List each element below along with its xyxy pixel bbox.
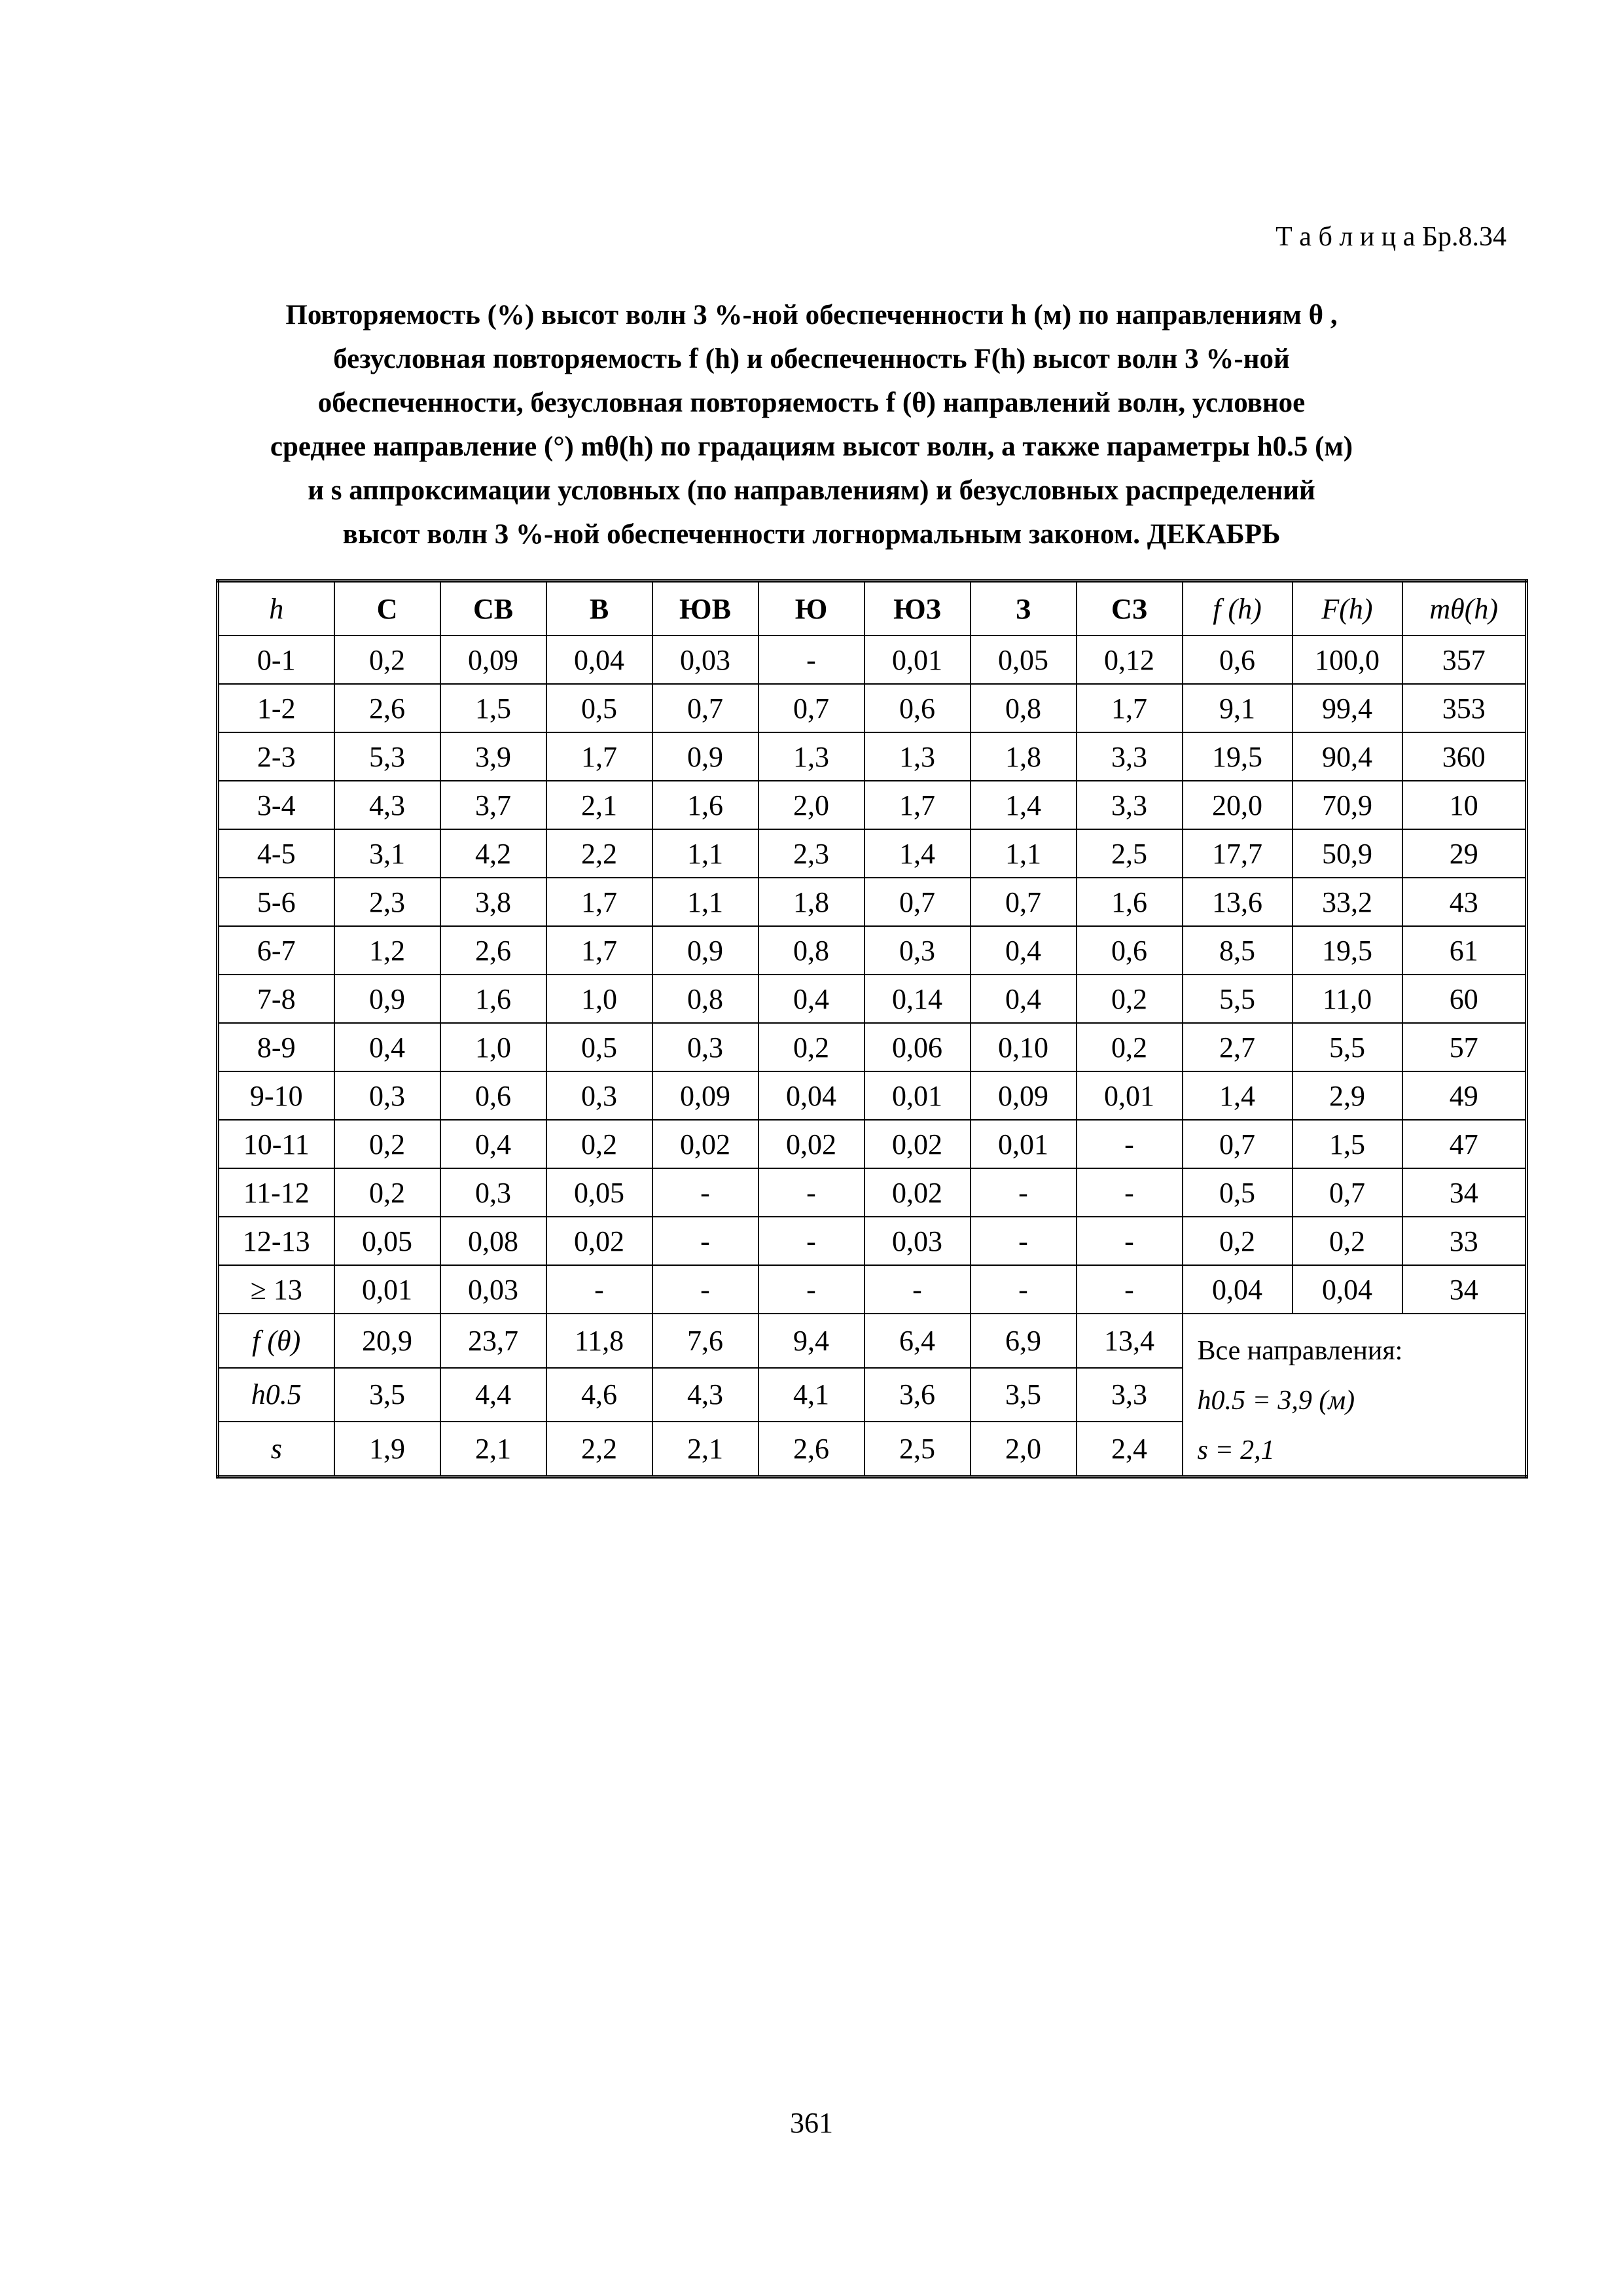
- table-body: [218, 636, 1527, 1477]
- table-cell: 0,02: [652, 1120, 758, 1168]
- table-cell: 0,6: [1077, 926, 1183, 975]
- table-cell: 0,14: [865, 975, 971, 1023]
- height-range-cell: 2-3: [218, 732, 334, 781]
- table-cell: 1,7: [546, 878, 652, 926]
- table-cell: 20,0: [1183, 781, 1293, 829]
- param-cell: 2,0: [971, 1422, 1077, 1477]
- param-cell: 6,4: [865, 1314, 971, 1368]
- table-cell: 34: [1402, 1265, 1527, 1314]
- table-cell: 19,5: [1293, 926, 1402, 975]
- param-cell: 23,7: [440, 1314, 546, 1368]
- table-cell: 1,5: [1293, 1120, 1402, 1168]
- header-cell: ЮЗ: [865, 581, 971, 636]
- table-cell: 1,6: [652, 781, 758, 829]
- table-cell: 0,09: [652, 1071, 758, 1120]
- param-cell: 2,2: [546, 1422, 652, 1477]
- table-cell: 0,01: [971, 1120, 1077, 1168]
- table-cell: 0,3: [652, 1023, 758, 1071]
- param-cell: 3,6: [865, 1368, 971, 1422]
- table-cell: 0,01: [865, 636, 971, 684]
- table-cell: 0,5: [546, 1023, 652, 1071]
- table-cell: 33,2: [1293, 878, 1402, 926]
- height-range-cell: 9-10: [218, 1071, 334, 1120]
- table-cell: 357: [1402, 636, 1527, 684]
- table-cell: -: [758, 1168, 865, 1217]
- table-cell: 1,7: [546, 732, 652, 781]
- table-cell: 0,2: [334, 1120, 440, 1168]
- table-cell: 1,0: [440, 1023, 546, 1071]
- table-cell: -: [1077, 1217, 1183, 1265]
- table-cell: 0,4: [971, 975, 1077, 1023]
- table-cell: 0,3: [865, 926, 971, 975]
- table-cell: 1,7: [1077, 684, 1183, 732]
- table-cell: 0,03: [440, 1265, 546, 1314]
- table-cell: 0,4: [334, 1023, 440, 1071]
- table-cell: 0,06: [865, 1023, 971, 1071]
- table-cell: 0,04: [758, 1071, 865, 1120]
- table-cell: 1,4: [971, 781, 1077, 829]
- table-row: [218, 975, 1527, 1023]
- table-row: [218, 926, 1527, 975]
- table-cell: 2,7: [1183, 1023, 1293, 1071]
- table-cell: 0,2: [1077, 975, 1183, 1023]
- header-cell: СВ: [440, 581, 546, 636]
- table-cell: 0,02: [865, 1120, 971, 1168]
- table-cell: 1,0: [546, 975, 652, 1023]
- table-cell: 0,7: [1293, 1168, 1402, 1217]
- table-cell: 0,5: [546, 684, 652, 732]
- header-cell: З: [971, 581, 1077, 636]
- table-cell: -: [546, 1265, 652, 1314]
- table-cell: 1,7: [865, 781, 971, 829]
- wave-height-table: [216, 579, 1528, 1479]
- table-cell: 0,12: [1077, 636, 1183, 684]
- table-cell: 47: [1402, 1120, 1527, 1168]
- table-cell: 0,7: [1183, 1120, 1293, 1168]
- table-cell: 0,02: [865, 1168, 971, 1217]
- table-cell: 0,10: [971, 1023, 1077, 1071]
- height-range-cell: 1-2: [218, 684, 334, 732]
- table-cell: 1,8: [971, 732, 1077, 781]
- all-directions-summary: [1183, 1314, 1527, 1477]
- height-range-cell: 6-7: [218, 926, 334, 975]
- table-cell: -: [1077, 1265, 1183, 1314]
- table-cell: 1,7: [546, 926, 652, 975]
- table-cell: 1,5: [440, 684, 546, 732]
- header-cell: mθ(h): [1402, 581, 1527, 636]
- param-cell: 2,5: [865, 1422, 971, 1477]
- table-cell: 1,3: [865, 732, 971, 781]
- table-cell: 19,5: [1183, 732, 1293, 781]
- table-cell: 0,04: [1293, 1265, 1402, 1314]
- table-cell: 2,0: [758, 781, 865, 829]
- height-range-cell: 8-9: [218, 1023, 334, 1071]
- table-cell: 2,3: [334, 878, 440, 926]
- table-cell: -: [971, 1217, 1077, 1265]
- table-cell: 49: [1402, 1071, 1527, 1120]
- param-cell: 1,9: [334, 1422, 440, 1477]
- table-cell: 0,2: [334, 1168, 440, 1217]
- param-cell: 7,6: [652, 1314, 758, 1368]
- table-row: [218, 636, 1527, 684]
- table-cell: 0,04: [1183, 1265, 1293, 1314]
- table-cell: 2,6: [334, 684, 440, 732]
- table-cell: 1,1: [652, 829, 758, 878]
- header-cell: Ю: [758, 581, 865, 636]
- table-row: [218, 829, 1527, 878]
- table-row: [218, 732, 1527, 781]
- page-number: 361: [790, 2107, 833, 2139]
- table-cell: 1,1: [971, 829, 1077, 878]
- param-cell: 13,4: [1077, 1314, 1183, 1368]
- table-row: [218, 781, 1527, 829]
- table-cell: 0,03: [652, 636, 758, 684]
- caption-line: среднее направление (°) mθ(h) по градациям высот волн, а также параметры h0.5 (м): [270, 431, 1353, 462]
- table-cell: 61: [1402, 926, 1527, 975]
- param-cell: 2,6: [758, 1422, 865, 1477]
- table-cell: 0,05: [546, 1168, 652, 1217]
- table-cell: 3,9: [440, 732, 546, 781]
- height-range-cell: 7-8: [218, 975, 334, 1023]
- table-row: [218, 684, 1527, 732]
- table-cell: 1,4: [1183, 1071, 1293, 1120]
- height-range-cell: 5-6: [218, 878, 334, 926]
- table-cell: -: [652, 1168, 758, 1217]
- table-cell: 2,6: [440, 926, 546, 975]
- table-cell: 2,3: [758, 829, 865, 878]
- table-row: [218, 1217, 1527, 1265]
- table-cell: 11,0: [1293, 975, 1402, 1023]
- table-cell: 60: [1402, 975, 1527, 1023]
- param-cell: 3,3: [1077, 1368, 1183, 1422]
- table-cell: 360: [1402, 732, 1527, 781]
- table-cell: 0,7: [652, 684, 758, 732]
- table-cell: 33: [1402, 1217, 1527, 1265]
- table-cell: 3,7: [440, 781, 546, 829]
- param-cell: 4,4: [440, 1368, 546, 1422]
- table-cell: -: [652, 1217, 758, 1265]
- table-cell: 43: [1402, 878, 1527, 926]
- table-cell: -: [1077, 1120, 1183, 1168]
- table-caption: [164, 293, 1459, 556]
- table-cell: -: [652, 1265, 758, 1314]
- table-cell: 1,4: [865, 829, 971, 878]
- table-cell: 0,3: [546, 1071, 652, 1120]
- param-cell: 2,1: [652, 1422, 758, 1477]
- table-cell: 3,3: [1077, 781, 1183, 829]
- header-cell: ЮВ: [652, 581, 758, 636]
- param-cell: 4,1: [758, 1368, 865, 1422]
- table-cell: 0,7: [758, 684, 865, 732]
- header-cell: В: [546, 581, 652, 636]
- table-cell: 1,6: [1077, 878, 1183, 926]
- table-cell: 1,3: [758, 732, 865, 781]
- table-cell: 57: [1402, 1023, 1527, 1071]
- table-cell: 1,6: [440, 975, 546, 1023]
- table-cell: 0,9: [652, 732, 758, 781]
- table-cell: 0,5: [1183, 1168, 1293, 1217]
- table-cell: 353: [1402, 684, 1527, 732]
- table-cell: 0,7: [971, 878, 1077, 926]
- height-range-cell: 3-4: [218, 781, 334, 829]
- table-cell: 50,9: [1293, 829, 1402, 878]
- table-cell: 0,05: [971, 636, 1077, 684]
- table-cell: 0,8: [652, 975, 758, 1023]
- table-cell: -: [758, 636, 865, 684]
- table-cell: 0,9: [334, 975, 440, 1023]
- table-cell: 4,2: [440, 829, 546, 878]
- table-cell: 5,5: [1183, 975, 1293, 1023]
- table-cell: -: [1077, 1168, 1183, 1217]
- table-cell: 5,5: [1293, 1023, 1402, 1071]
- table-row: [218, 1023, 1527, 1071]
- table-cell: -: [758, 1265, 865, 1314]
- param-cell: 20,9: [334, 1314, 440, 1368]
- table-cell: 0,01: [1077, 1071, 1183, 1120]
- table-row: [218, 1168, 1527, 1217]
- table-cell: 0,8: [971, 684, 1077, 732]
- header-cell: F(h): [1293, 581, 1402, 636]
- caption-line: обеспеченности, безусловная повторяемость f (θ) направлений волн, условное: [317, 387, 1306, 418]
- table-cell: -: [865, 1265, 971, 1314]
- caption-line: высот волн 3 %-ной обеспеченности логнормальным законом. ДЕКАБРЬ: [342, 519, 1281, 550]
- param-cell: 2,4: [1077, 1422, 1183, 1477]
- param-label-cell: s: [218, 1422, 334, 1477]
- param-row: [218, 1314, 1527, 1368]
- table-row: [218, 1265, 1527, 1314]
- table-cell: 100,0: [1293, 636, 1402, 684]
- height-range-cell: 4-5: [218, 829, 334, 878]
- param-cell: 6,9: [971, 1314, 1077, 1368]
- header-cell: f (h): [1183, 581, 1293, 636]
- table-cell: 1,2: [334, 926, 440, 975]
- param-cell: 3,5: [334, 1368, 440, 1422]
- table-cell: 8,5: [1183, 926, 1293, 975]
- table-cell: 0,2: [1077, 1023, 1183, 1071]
- table-cell: 9,1: [1183, 684, 1293, 732]
- table-cell: 0,03: [865, 1217, 971, 1265]
- table-cell: 5,3: [334, 732, 440, 781]
- table-cell: 0,05: [334, 1217, 440, 1265]
- table-label: Т а б л и ц а Бр.8.34: [1275, 222, 1507, 252]
- table-cell: 0,6: [1183, 636, 1293, 684]
- param-cell: 4,6: [546, 1368, 652, 1422]
- table-cell: -: [971, 1265, 1077, 1314]
- table-cell: 0,2: [334, 636, 440, 684]
- table-cell: 0,2: [546, 1120, 652, 1168]
- table-cell: 0,2: [1183, 1217, 1293, 1265]
- table-cell: 3,3: [1077, 732, 1183, 781]
- param-label-cell: f (θ): [218, 1314, 334, 1368]
- table-row: [218, 878, 1527, 926]
- height-range-cell: 11-12: [218, 1168, 334, 1217]
- table-cell: 0,8: [758, 926, 865, 975]
- table-row: [218, 1120, 1527, 1168]
- table-row: [218, 1071, 1527, 1120]
- table-cell: 13,6: [1183, 878, 1293, 926]
- height-range-cell: 10-11: [218, 1120, 334, 1168]
- param-cell: 3,5: [971, 1368, 1077, 1422]
- table-cell: 0,9: [652, 926, 758, 975]
- table-cell: 2,5: [1077, 829, 1183, 878]
- summary-h05: h0.5 = 3,9 (м): [1197, 1386, 1355, 1416]
- header-cell: С: [334, 581, 440, 636]
- table-cell: 10: [1402, 781, 1527, 829]
- table-cell: 90,4: [1293, 732, 1402, 781]
- table-cell: 34: [1402, 1168, 1527, 1217]
- table-cell: 0,09: [440, 636, 546, 684]
- summary-s: s = 2,1: [1197, 1435, 1275, 1465]
- caption-line: безусловная повторяемость f (h) и обеспеченность F(h) высот волн 3 %-ной: [333, 344, 1290, 374]
- table-cell: 0,6: [865, 684, 971, 732]
- table-cell: 0,02: [758, 1120, 865, 1168]
- table-cell: 70,9: [1293, 781, 1402, 829]
- table-cell: 2,1: [546, 781, 652, 829]
- param-cell: 2,1: [440, 1422, 546, 1477]
- caption-line: и s аппроксимации условных (по направлениям) и безусловных распределений: [308, 475, 1315, 506]
- table-cell: 0,4: [971, 926, 1077, 975]
- table-cell: 0,4: [758, 975, 865, 1023]
- table-cell: 0,7: [865, 878, 971, 926]
- height-range-cell: 12-13: [218, 1217, 334, 1265]
- table-cell: -: [758, 1217, 865, 1265]
- table-cell: -: [971, 1168, 1077, 1217]
- table-cell: 0,4: [440, 1120, 546, 1168]
- param-label-cell: h0.5: [218, 1368, 334, 1422]
- table-cell: 0,3: [440, 1168, 546, 1217]
- table-cell: 0,3: [334, 1071, 440, 1120]
- table-cell: 1,8: [758, 878, 865, 926]
- header-row: [218, 581, 1527, 636]
- height-range-cell: ≥ 13: [218, 1265, 334, 1314]
- table-cell: 2,9: [1293, 1071, 1402, 1120]
- table-cell: 0,6: [440, 1071, 546, 1120]
- table-cell: 0,02: [546, 1217, 652, 1265]
- table-cell: 0,01: [865, 1071, 971, 1120]
- param-cell: 4,3: [652, 1368, 758, 1422]
- table-cell: 3,8: [440, 878, 546, 926]
- caption-line: Повторяемость (%) высот волн 3 %-ной обеспеченности h (м) по направлениям θ ,: [285, 300, 1338, 331]
- table-cell: 0,09: [971, 1071, 1077, 1120]
- table-cell: 3,1: [334, 829, 440, 878]
- table-cell: 17,7: [1183, 829, 1293, 878]
- param-cell: 11,8: [546, 1314, 652, 1368]
- table-cell: 4,3: [334, 781, 440, 829]
- param-cell: 9,4: [758, 1314, 865, 1368]
- table-cell: 1,1: [652, 878, 758, 926]
- table-cell: 0,04: [546, 636, 652, 684]
- table-cell: 0,08: [440, 1217, 546, 1265]
- summary-title: Все направления:: [1197, 1336, 1403, 1366]
- table-cell: 0,2: [758, 1023, 865, 1071]
- table-cell: 99,4: [1293, 684, 1402, 732]
- header-cell: СЗ: [1077, 581, 1183, 636]
- table-cell: 29: [1402, 829, 1527, 878]
- table-cell: 0,01: [334, 1265, 440, 1314]
- table-cell: 2,2: [546, 829, 652, 878]
- height-range-cell: 0-1: [218, 636, 334, 684]
- header-cell: h: [218, 581, 334, 636]
- table-cell: 0,2: [1293, 1217, 1402, 1265]
